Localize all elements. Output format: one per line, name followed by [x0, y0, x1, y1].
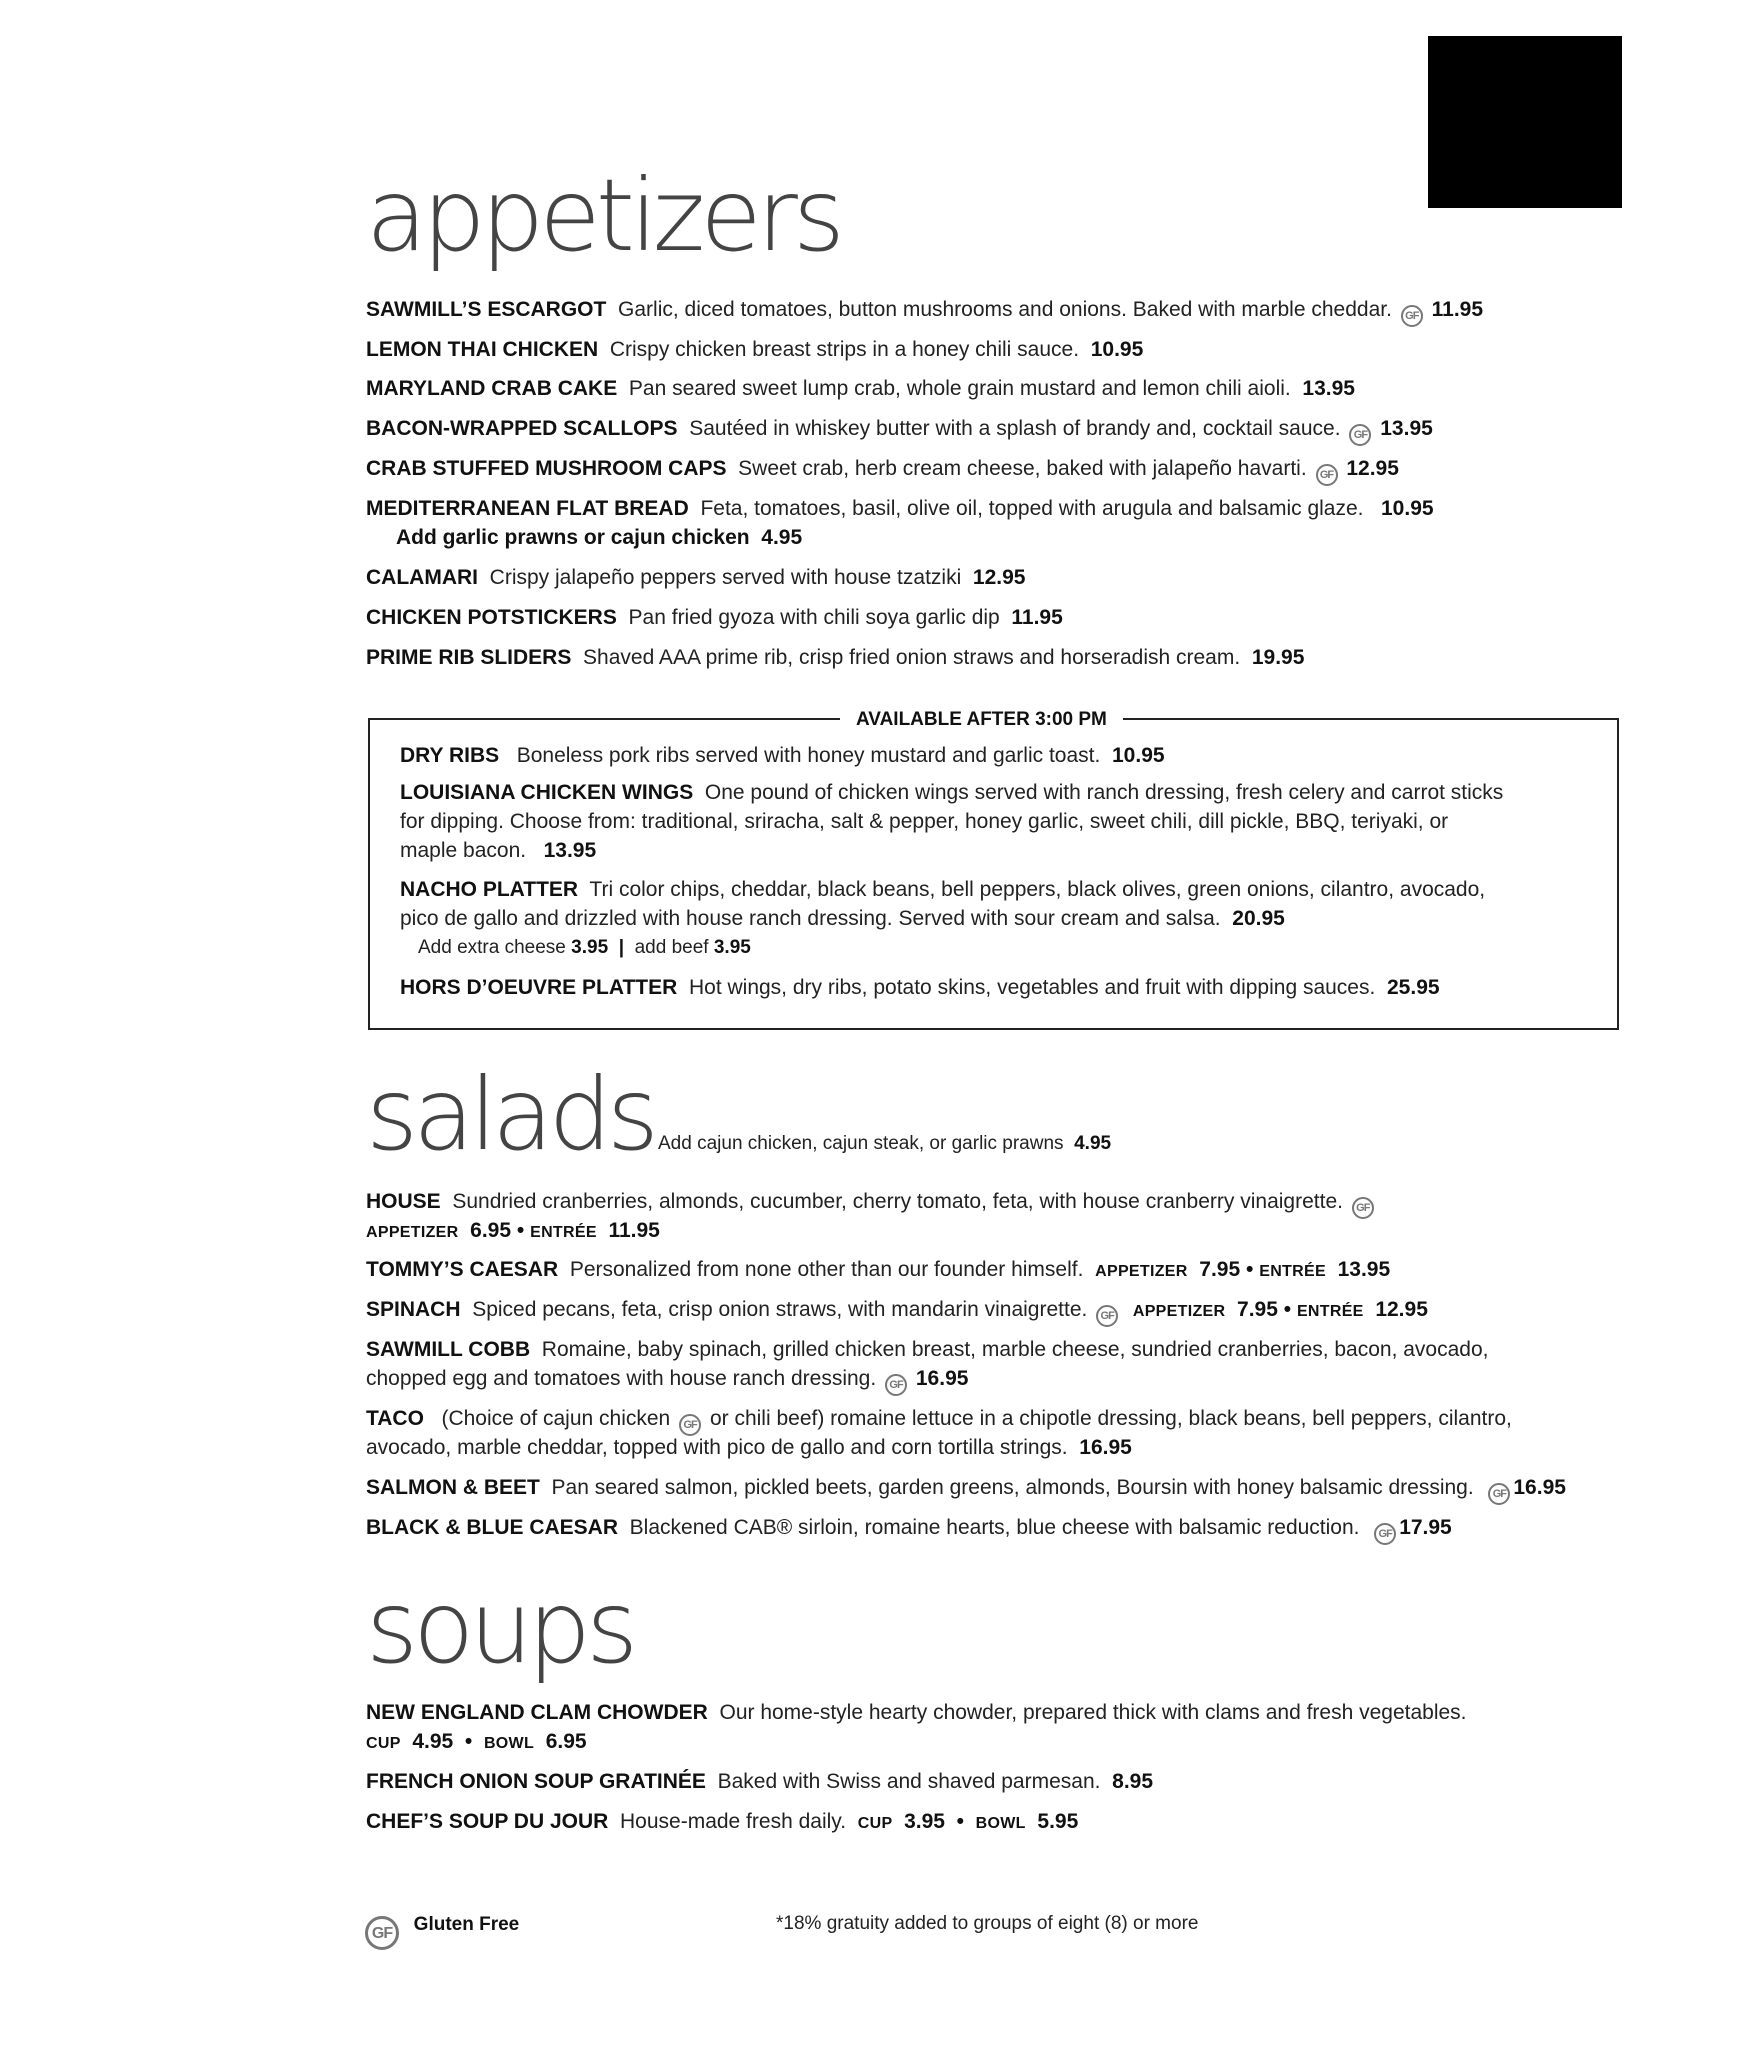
item-desc: Our home-style hearty chowder, prepared thick with clams and fresh vegetables.	[719, 1701, 1467, 1724]
menu-item-clam-chowder	[366, 1699, 1467, 1727]
item-price: 20.95	[1232, 907, 1285, 930]
addon-separator: |	[618, 937, 625, 958]
menu-item-cobb	[366, 1336, 1488, 1364]
app-price: 7.95	[1237, 1298, 1278, 1321]
item-name: NACHO PLATTER	[400, 878, 579, 901]
item-name: CHEF’S SOUP DU JOUR	[366, 1810, 609, 1833]
entree-label: ENTRÉE	[1296, 1303, 1364, 1320]
addon-text: Add garlic prawns or cajun chicken	[396, 526, 750, 549]
wings-desc-line3	[400, 837, 596, 865]
app-price: 7.95	[1199, 1258, 1241, 1281]
item-name: TOMMY’S CAESAR	[366, 1258, 559, 1281]
cup-label: CUP	[366, 1735, 401, 1752]
item-desc: Crispy chicken breast strips in a honey chili sauce.	[609, 338, 1080, 361]
wings-desc-line2: for dipping. Choose from: traditional, sriracha, salt & pepper, honey garlic, sweet chili, dill pickle, BBQ, teriyaki, or	[400, 810, 1449, 833]
taco-desc-line2	[366, 1434, 1132, 1462]
ent-price: 13.95	[1337, 1258, 1391, 1281]
bullet: •	[1246, 1258, 1254, 1281]
menu-item-lemon-thai-chicken	[366, 336, 1143, 364]
item-desc: Garlic, diced tomatoes, button mushrooms and onions. Baked with marble cheddar.	[618, 298, 1392, 321]
bullet: •	[1283, 1298, 1292, 1321]
item-price: 25.95	[1387, 976, 1440, 999]
item-name: NEW ENGLAND CLAM CHOWDER	[366, 1701, 708, 1724]
addon-text: add beef	[634, 937, 709, 958]
gluten-free-icon: GF	[679, 1414, 701, 1436]
bullet: •	[956, 1810, 964, 1833]
note-price: 4.95	[1074, 1133, 1112, 1154]
item-desc: maple bacon.	[400, 839, 527, 862]
item-desc: pico de gallo and drizzled with house ranch dressing. Served with sour cream and salsa.	[400, 907, 1221, 930]
item-name: SPINACH	[366, 1298, 461, 1321]
item-price: 10.95	[1381, 497, 1434, 520]
item-name: BLACK & BLUE CAESAR	[366, 1516, 618, 1539]
item-name: CRAB STUFFED MUSHROOM CAPS	[366, 457, 727, 480]
cup-price: 4.95	[412, 1730, 454, 1753]
menu-item-spinach	[366, 1296, 1428, 1327]
item-name: TACO	[366, 1407, 424, 1430]
item-desc: Hot wings, dry ribs, potato skins, vegetables and fruit with dipping sauces.	[688, 976, 1376, 999]
bowl-label: BOWL	[975, 1815, 1026, 1832]
item-desc: Pan seared salmon, pickled beets, garden greens, almonds, Boursin with honey balsamic dressing.	[551, 1476, 1474, 1499]
menu-item-french-onion	[366, 1768, 1153, 1796]
menu-item-dry-ribs	[400, 742, 1165, 770]
item-price: 19.95	[1251, 646, 1305, 669]
item-name: HORS D’OEUVRE PLATTER	[400, 976, 678, 999]
item-name: MEDITERRANEAN FLAT BREAD	[366, 497, 689, 520]
house-salad-prices	[366, 1217, 660, 1247]
menu-item-wings	[400, 779, 1503, 807]
ent-price: 12.95	[1375, 1298, 1428, 1321]
item-price: 13.95	[1302, 377, 1355, 400]
item-desc: Pan fried gyoza with chili soya garlic dip	[628, 606, 1000, 629]
menu-item-hors-doeuvre	[400, 974, 1440, 1002]
appetizer-label: APPETIZER	[1095, 1263, 1188, 1280]
item-desc: Sundried cranberries, almonds, cucumber, cherry tomato, feta, with house cranberry vinaigrette.	[452, 1190, 1343, 1213]
item-desc: House-made fresh daily.	[620, 1810, 847, 1833]
menu-item-house-salad	[366, 1188, 1377, 1219]
item-name: PRIME RIB SLIDERS	[366, 646, 572, 669]
soups-heading: soups	[366, 1569, 634, 1686]
menu-item-flat-bread	[366, 495, 1434, 523]
item-desc: Baked with Swiss and shaved parmesan.	[717, 1770, 1101, 1793]
menu-item-mushroom-caps	[366, 455, 1399, 486]
bullet: •	[464, 1730, 473, 1753]
item-desc: Blackened CAB® sirloin, romaine hearts, blue cheese with balsamic reduction.	[629, 1516, 1360, 1539]
item-desc: Shaved AAA prime rib, crisp fried onion straws and horseradish cream.	[583, 646, 1241, 669]
black-box	[1428, 36, 1622, 208]
item-desc: Feta, tomatoes, basil, olive oil, topped with arugula and balsamic glaze.	[700, 497, 1364, 520]
bowl-price: 5.95	[1037, 1810, 1079, 1833]
clam-chowder-prices	[366, 1728, 587, 1758]
gluten-free-icon: GF	[1352, 1197, 1374, 1219]
menu-item-tommys-caesar	[366, 1256, 1390, 1286]
bowl-price: 6.95	[545, 1730, 587, 1753]
item-price: 8.95	[1112, 1770, 1154, 1793]
item-price: 16.95	[1513, 1476, 1566, 1499]
bowl-label: BOWL	[483, 1735, 535, 1752]
cup-price: 3.95	[904, 1810, 945, 1833]
appetizers-heading: appetizers	[366, 157, 840, 274]
menu-item-soup-du-jour	[366, 1808, 1078, 1838]
menu-item-nacho-platter	[400, 876, 1485, 904]
gluten-free-icon: GF	[1488, 1483, 1510, 1505]
item-name: SAWMILL’S ESCARGOT	[366, 298, 607, 321]
appetizer-label: APPETIZER	[366, 1224, 459, 1241]
cobb-desc-line2	[366, 1365, 968, 1396]
item-desc: Personalized from none other than our founder himself.	[569, 1258, 1084, 1281]
item-name: SALMON & BEET	[366, 1476, 540, 1499]
item-name: FRENCH ONION SOUP GRATINÉE	[366, 1770, 706, 1793]
nacho-addons	[418, 934, 751, 962]
menu-item-salmon-beet	[366, 1474, 1566, 1505]
gluten-free-label: Gluten Free	[413, 1914, 520, 1935]
addon-price: 3.95	[571, 937, 609, 958]
item-name: LEMON THAI CHICKEN	[366, 338, 599, 361]
item-desc: Pan seared sweet lump crab, whole grain mustard and lemon chili aioli.	[628, 377, 1291, 400]
app-price: 6.95	[470, 1219, 512, 1242]
gratuity-note: *18% gratuity added to groups of eight (8) or more	[776, 1913, 1199, 1934]
item-price: 10.95	[1112, 744, 1165, 767]
item-price: 16.95	[915, 1367, 969, 1390]
menu-item-crab-cake	[366, 375, 1355, 403]
item-desc: (Choice of cajun chicken	[441, 1407, 671, 1430]
entree-label: ENTRÉE	[1259, 1263, 1326, 1280]
item-price: 17.95	[1399, 1516, 1452, 1539]
item-desc: Boneless pork ribs served with honey mustard and garlic toast.	[516, 744, 1101, 767]
menu-item-black-blue-caesar	[366, 1514, 1452, 1545]
salads-addon-note	[658, 1130, 1111, 1158]
flat-bread-addon	[396, 524, 802, 552]
item-name: LOUISIANA CHICKEN WINGS	[400, 781, 694, 804]
item-name: SAWMILL COBB	[366, 1338, 531, 1361]
item-price: 13.95	[543, 839, 597, 862]
menu-item-prime-rib-sliders	[366, 644, 1304, 672]
appetizer-label: APPETIZER	[1132, 1303, 1226, 1320]
item-price: 12.95	[1346, 457, 1399, 480]
addon-text: Add extra cheese	[418, 937, 566, 958]
item-desc: Romaine, baby spinach, grilled chicken breast, marble cheese, sundried cranberries, bacon, avocado,	[541, 1338, 1489, 1361]
menu-item-taco	[366, 1405, 1512, 1436]
gluten-free-icon: GF	[1096, 1305, 1118, 1327]
note-text: Add cajun chicken, cajun steak, or garlic prawns	[658, 1133, 1064, 1154]
item-name: CALAMARI	[366, 566, 478, 589]
item-price: 11.95	[1011, 606, 1063, 629]
item-name: BACON-WRAPPED SCALLOPS	[366, 417, 678, 440]
item-price: 11.95	[1431, 298, 1484, 321]
cup-label: CUP	[857, 1815, 893, 1832]
gluten-free-icon: GF	[365, 1916, 399, 1950]
item-desc: chopped egg and tomatoes with house ranch dressing.	[366, 1367, 877, 1390]
item-name: DRY RIBS	[400, 744, 500, 767]
item-name: MARYLAND CRAB CAKE	[366, 377, 618, 400]
gluten-free-icon: GF	[1349, 424, 1371, 446]
bullet: •	[516, 1219, 525, 1242]
gluten-free-icon: GF	[885, 1374, 907, 1396]
nacho-desc-line2	[400, 905, 1285, 933]
after-3pm-label: AVAILABLE AFTER 3:00 PM	[840, 708, 1123, 732]
entree-label: ENTRÉE	[530, 1224, 597, 1241]
addon-price: 3.95	[713, 937, 751, 958]
item-desc: Tri color chips, cheddar, black beans, bell peppers, black olives, green onions, cilantro, avocado,	[589, 878, 1486, 901]
item-desc: One pound of chicken wings served with ranch dressing, fresh celery and carrot sticks	[704, 781, 1504, 804]
menu-item-scallops	[366, 415, 1433, 446]
item-desc: Spiced pecans, feta, crisp onion straws, with mandarin vinaigrette.	[472, 1298, 1088, 1321]
item-desc: or chili beef) romaine lettuce in a chipotle dressing, black beans, bell peppers, cilantro,	[709, 1407, 1512, 1430]
item-desc: Crispy jalapeño peppers served with house tzatziki	[489, 566, 962, 589]
item-price: 13.95	[1380, 417, 1433, 440]
item-price: 10.95	[1090, 338, 1144, 361]
item-desc: Sweet crab, herb cream cheese, baked with jalapeño havarti.	[738, 457, 1307, 480]
gluten-free-icon: GF	[1316, 464, 1338, 486]
item-name: CHICKEN POTSTICKERS	[366, 606, 617, 629]
menu-item-potstickers	[366, 604, 1063, 632]
item-desc: Sautéed in whiskey butter with a splash of brandy and, cocktail sauce.	[689, 417, 1341, 440]
gluten-free-icon: GF	[1374, 1523, 1396, 1545]
item-price: 12.95	[972, 566, 1026, 589]
gluten-free-icon: GF	[1401, 305, 1423, 327]
addon-price: 4.95	[761, 526, 803, 549]
item-price: 16.95	[1079, 1436, 1132, 1459]
menu-item-calamari	[366, 564, 1025, 592]
gluten-free-legend	[362, 1910, 519, 1950]
salads-heading: salads	[366, 1056, 655, 1173]
item-name: HOUSE	[366, 1190, 441, 1213]
menu-item-escargot	[366, 296, 1483, 327]
ent-price: 11.95	[608, 1219, 660, 1242]
item-desc: avocado, marble cheddar, topped with pico de gallo and corn tortilla strings.	[366, 1436, 1068, 1459]
